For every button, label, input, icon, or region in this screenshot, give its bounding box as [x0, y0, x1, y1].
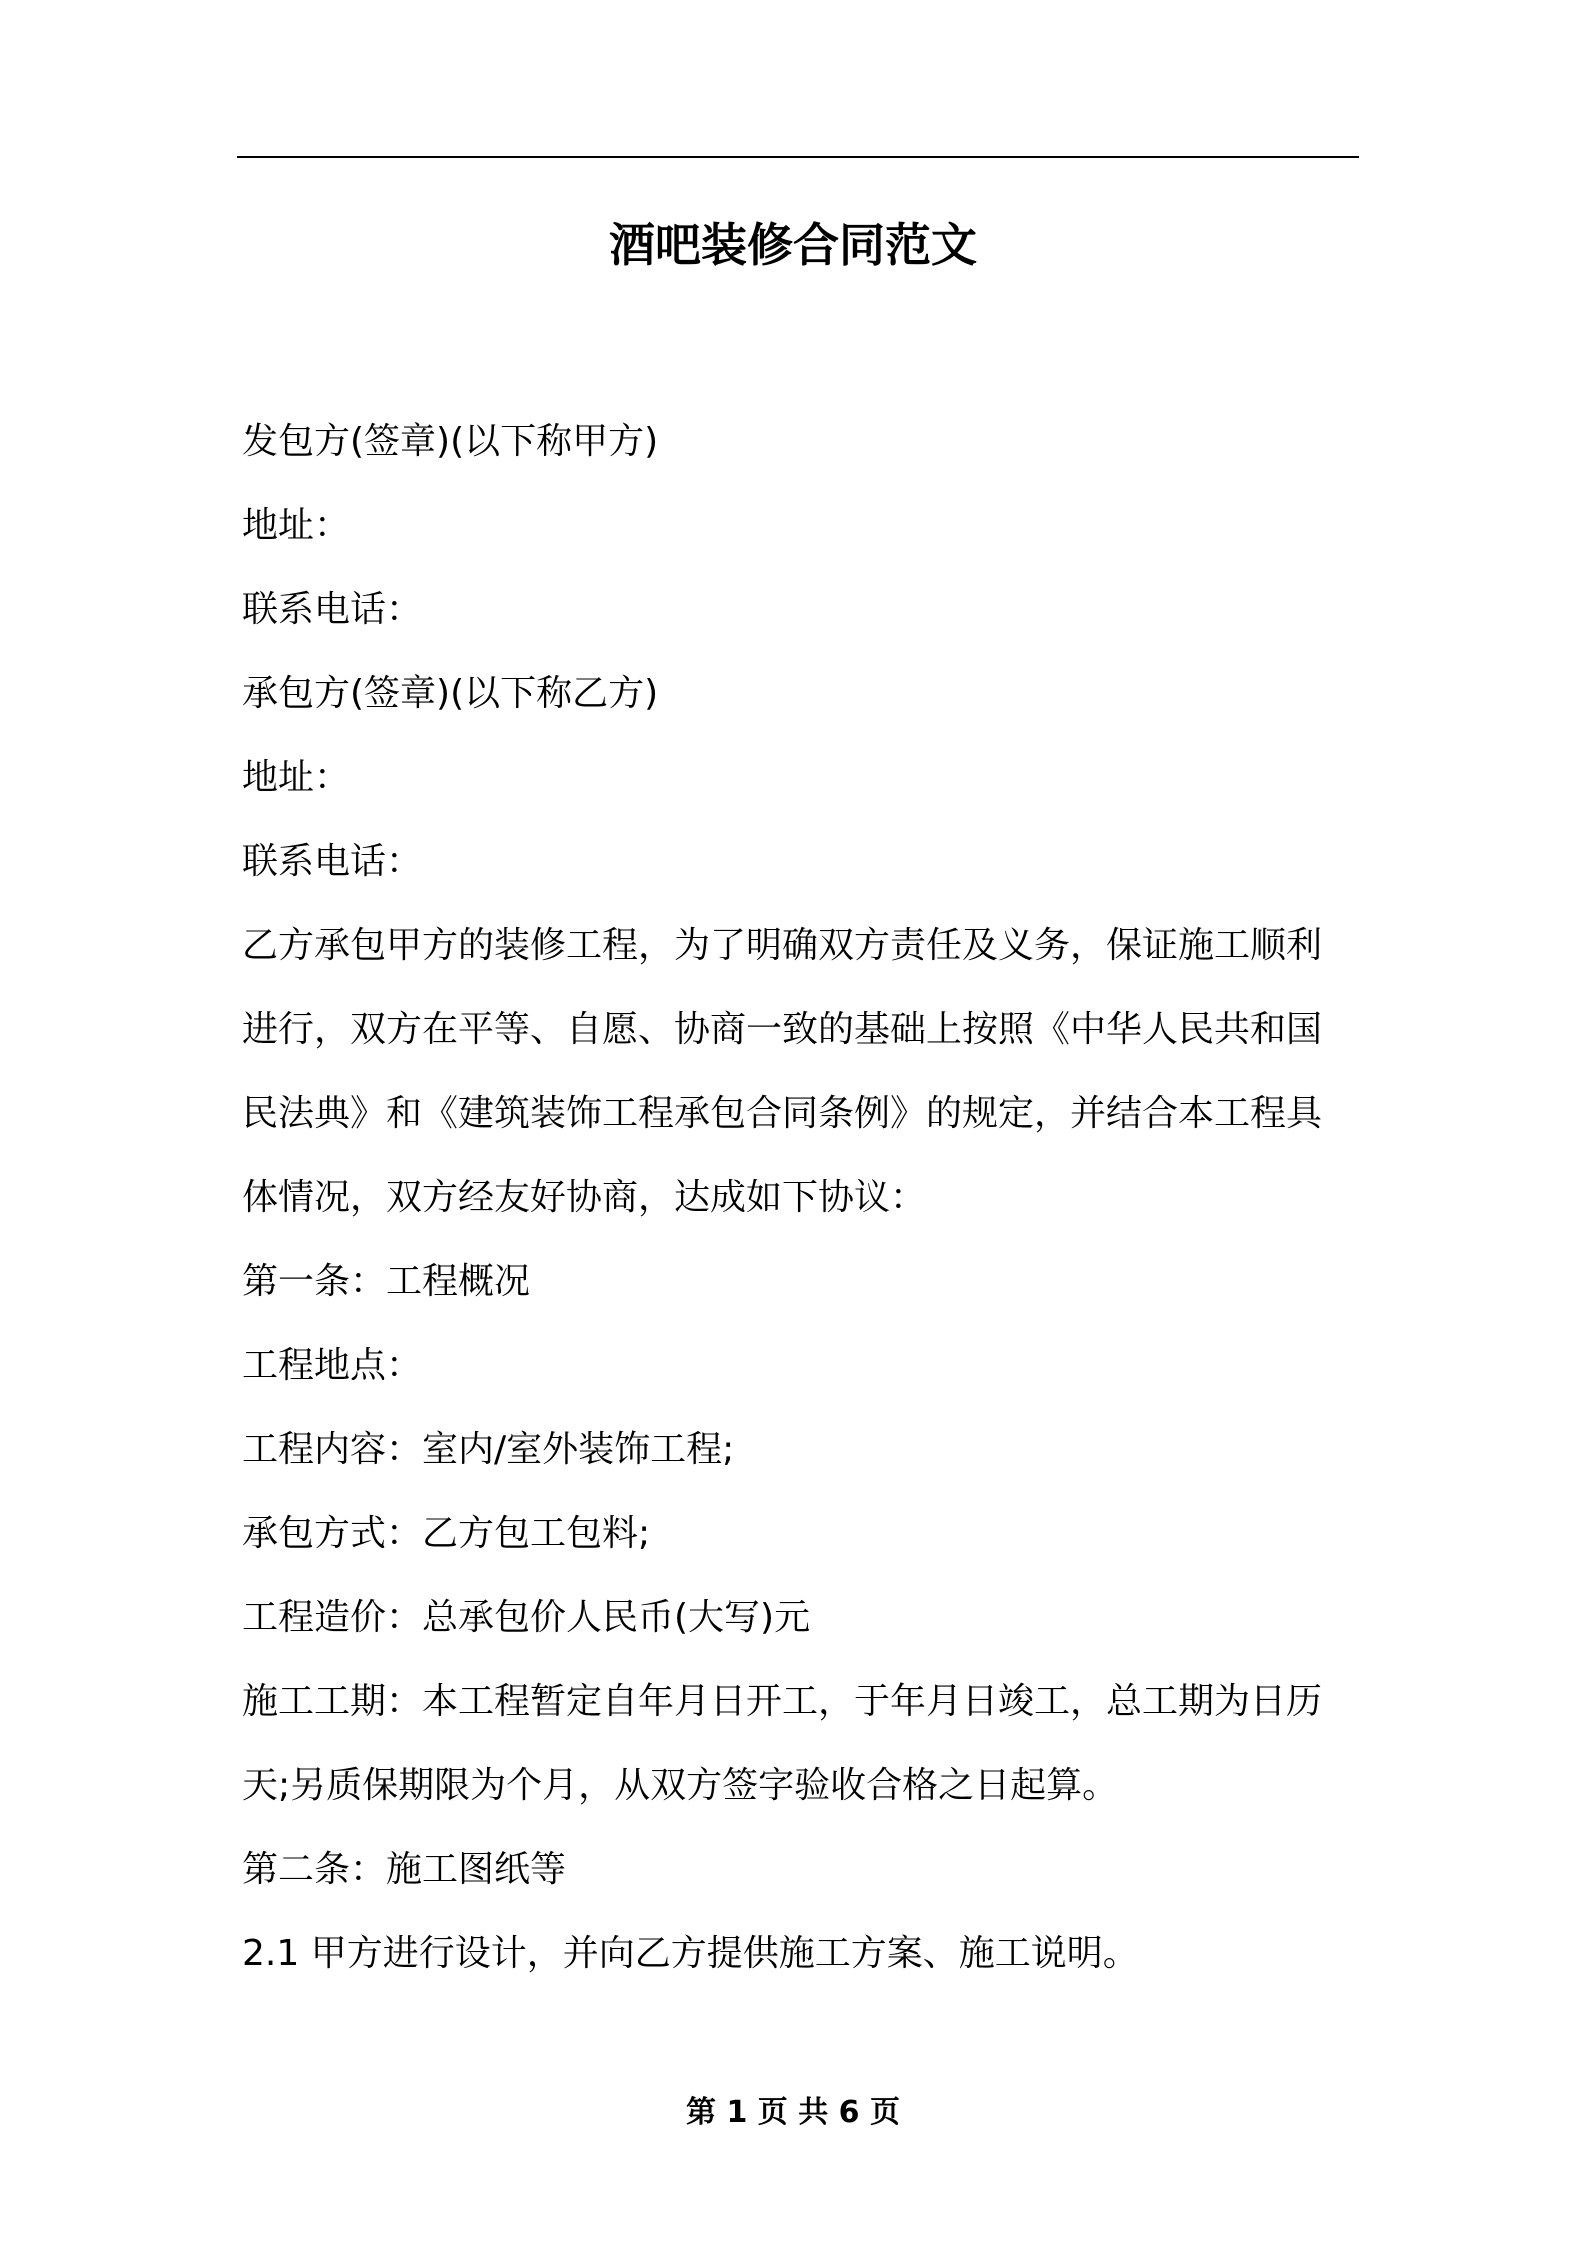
text-line-preamble-3: 民法典》和《建筑装饰工程承包合同条例》的规定，并结合本工程具 [242, 1093, 1323, 1134]
text-line-party-b-address: 地址： [242, 757, 351, 798]
article-1-heading: 第一条：工程概况 [242, 1261, 531, 1302]
contract-body [242, 400, 1362, 1996]
document-title: 酒吧装修合同范文 [609, 218, 977, 272]
text-line-party-a-phone: 联系电话： [242, 589, 423, 630]
text-line-party-b: 承包方(签章)(以下称乙方) [242, 673, 659, 714]
text-line-clause-2-1: 2.1 甲方进行设计，并向乙方提供施工方案、施工说明。 [242, 1933, 1139, 1974]
text-line-contract-method: 承包方式：乙方包工包料; [242, 1513, 651, 1554]
text-line-project-content: 工程内容：室内/室外装饰工程; [242, 1429, 735, 1470]
header-rule [237, 156, 1359, 158]
text-line-project-location: 工程地点： [242, 1345, 423, 1386]
page-footer: 第 1 页 共 6 页 [686, 2095, 900, 2130]
text-line-project-cost: 工程造价：总承包价人民币(大写)元 [242, 1597, 811, 1638]
text-line-party-b-phone: 联系电话： [242, 841, 423, 882]
text-line-party-a: 发包方(签章)(以下称甲方) [242, 421, 659, 462]
text-line-party-a-address: 地址： [242, 505, 351, 546]
article-2-heading: 第二条：施工图纸等 [242, 1849, 567, 1890]
text-line-schedule-2: 天;另质保期限为个月，从双方签字验收合格之日起算。 [242, 1765, 1119, 1806]
text-line-schedule-1: 施工工期：本工程暂定自年月日开工，于年月日竣工，总工期为日历 [242, 1681, 1323, 1722]
text-line-preamble-4: 体情况，双方经友好协商，达成如下协议： [242, 1177, 927, 1218]
text-line-preamble-1: 乙方承包甲方的装修工程，为了明确双方责任及义务，保证施工顺利 [242, 925, 1323, 966]
text-line-preamble-2: 进行，双方在平等、自愿、协商一致的基础上按照《中华人民共和国 [242, 1009, 1323, 1050]
